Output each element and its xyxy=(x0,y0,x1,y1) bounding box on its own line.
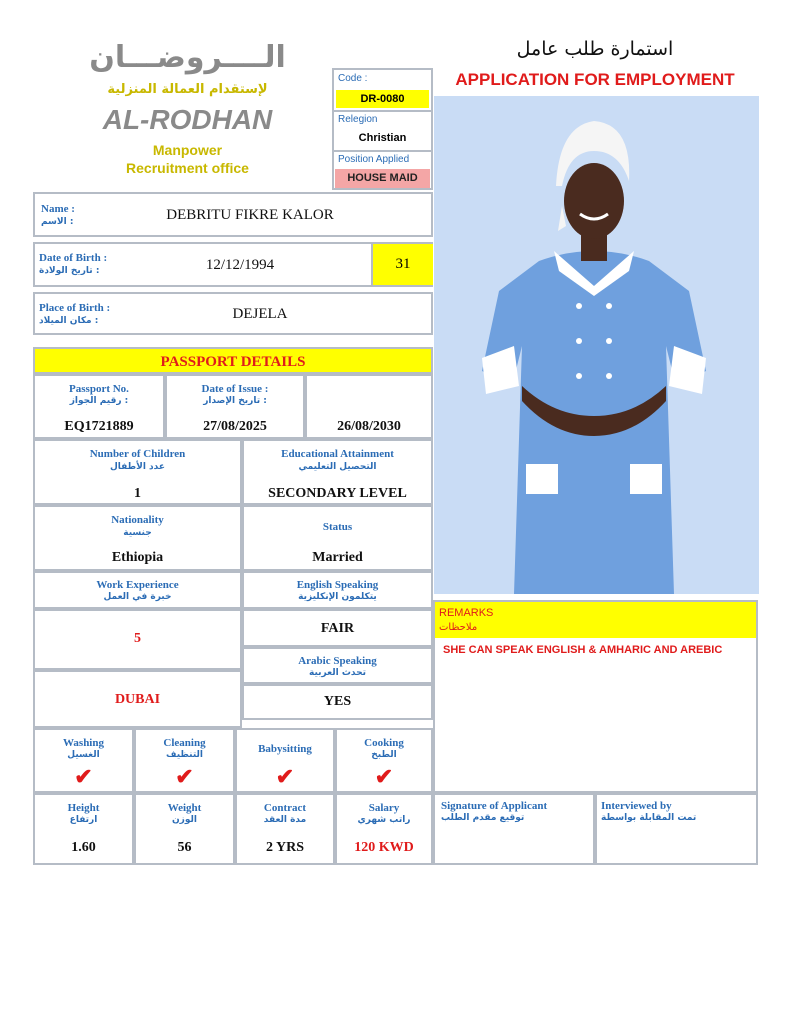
measure-label-en: Weight xyxy=(167,802,202,814)
dob-value: 12/12/1994 xyxy=(205,257,275,273)
name-label-en: Name : xyxy=(41,203,75,215)
pob-label-en: Place of Birth : xyxy=(39,302,111,314)
measure-label-ar: راتب شهري xyxy=(357,815,411,825)
nationality-label-ar: جنسية xyxy=(123,528,152,538)
signature-label-en: Signature of Applicant xyxy=(441,800,548,812)
code-box xyxy=(332,68,433,190)
logo-line2: Recruitment office xyxy=(126,160,249,176)
skill-label-en: Cleaning xyxy=(163,737,206,749)
skill-label-ar: التنظيف xyxy=(166,750,203,760)
passport-title: PASSPORT DETAILS xyxy=(33,347,433,374)
passport-no-cell xyxy=(33,374,165,439)
check-icon: ✔ xyxy=(175,764,194,789)
skill-label-en: Washing xyxy=(63,737,104,749)
children-cell xyxy=(33,439,242,505)
height-value: 1.60 xyxy=(71,840,96,855)
remarks-box xyxy=(433,600,758,793)
name-value: DEBRITU FIKRE KALOR xyxy=(166,207,334,223)
pob-row xyxy=(33,292,433,335)
signature-label-ar: توقيع مقدم الطلب xyxy=(441,813,525,823)
skill-cleaning xyxy=(134,728,235,793)
nationality-cell xyxy=(33,505,242,571)
measure-label-ar: الوزن xyxy=(172,815,197,825)
remarks-label-ar: ملاحظات xyxy=(439,622,478,633)
issue-date-cell xyxy=(165,374,305,439)
applicant-photo xyxy=(434,96,759,594)
dob-row xyxy=(33,242,433,287)
status-value: Married xyxy=(312,550,363,565)
arabic-label-ar: تحدث العربية xyxy=(309,668,366,678)
status-cell xyxy=(242,505,433,571)
education-value: SECONDARY LEVEL xyxy=(268,486,407,501)
remarks-value: SHE CAN SPEAK ENGLISH & AMHARIC AND AREBIC xyxy=(443,644,723,656)
weight-value: 56 xyxy=(177,840,192,855)
nationality-value: Ethiopia xyxy=(111,550,164,565)
arabic-value-cell xyxy=(242,684,433,720)
passport-no-value: EQ1721889 xyxy=(64,419,134,434)
pob-label-ar: مكان الميلاد : xyxy=(39,316,99,326)
education-label-ar: التحصيل التعليمي xyxy=(298,462,377,472)
page-title: APPLICATION FOR EMPLOYMENT xyxy=(455,70,735,89)
english-value: FAIR xyxy=(320,621,355,636)
logo-latin-name: AL-RODHAN xyxy=(102,104,273,135)
passport-no-label-ar: رقيم الجواز : xyxy=(69,396,129,406)
salary-cell xyxy=(335,793,433,865)
skill-label-en: Babysitting xyxy=(258,743,312,755)
children-value: 1 xyxy=(134,486,141,501)
company-logo xyxy=(80,40,295,180)
education-cell xyxy=(242,439,433,505)
measure-label-ar: ارتفاع xyxy=(69,815,98,825)
measure-label-ar: مدة العقد xyxy=(263,815,307,825)
expiry-date-cell xyxy=(305,374,433,439)
work-years-value: 5 xyxy=(134,631,141,646)
english-label-cell xyxy=(242,571,433,609)
name-row xyxy=(33,192,433,237)
english-label-en: English Speaking xyxy=(296,579,379,591)
children-label-ar: عدد الأطفال xyxy=(109,462,166,472)
code-value: DR-0080 xyxy=(336,90,429,108)
check-icon: ✔ xyxy=(74,764,93,789)
nationality-label-en: Nationality xyxy=(111,514,164,526)
english-value-cell xyxy=(242,609,433,647)
expiry-value: 26/08/2030 xyxy=(337,419,401,434)
logo-line1: Manpower xyxy=(152,142,223,158)
issue-value: 27/08/2025 xyxy=(203,419,267,434)
interviewed-label-en: Interviewed by xyxy=(601,800,672,812)
skill-babysitting xyxy=(235,728,335,793)
applicant-figure xyxy=(434,96,759,594)
skill-label-en: Cooking xyxy=(364,737,404,749)
code-label: Code : xyxy=(338,73,368,84)
work-place-value: DUBAI xyxy=(114,692,161,707)
passport-no-label-en: Passport No. xyxy=(69,383,129,395)
contract-value: 2 YRS xyxy=(266,840,304,855)
measure-label-en: Height xyxy=(67,802,100,814)
name-label-ar: الاسم : xyxy=(41,217,74,227)
dob-label-ar: تاريخ الولادة : xyxy=(39,266,100,276)
skill-label-ar: الغسيل xyxy=(67,750,100,760)
remarks-header xyxy=(435,602,756,638)
arabic-title: استمارة طلب عامل xyxy=(516,38,674,60)
arabic-value: YES xyxy=(323,694,352,709)
work-label-en: Work Experience xyxy=(96,579,179,591)
dob-label-en: Date of Birth : xyxy=(39,252,108,264)
religion-value: Christian xyxy=(358,132,407,144)
arabic-label-cell xyxy=(242,647,433,684)
work-label-cell xyxy=(33,571,242,609)
skill-washing xyxy=(33,728,134,793)
status-label-en: Status xyxy=(322,521,353,533)
measure-label-en: Contract xyxy=(263,802,307,814)
work-years-cell xyxy=(33,609,242,670)
interviewed-cell xyxy=(595,793,758,865)
religion-label: Relegion xyxy=(338,114,378,125)
issue-label-en: Date of Issue : xyxy=(201,383,269,395)
weight-cell xyxy=(134,793,235,865)
check-icon: ✔ xyxy=(275,764,295,789)
issue-label-ar: تاريخ الإصدار : xyxy=(203,396,267,406)
check-icon: ✔ xyxy=(374,764,394,789)
work-label-ar: خبرة في العمل xyxy=(103,592,172,602)
contract-cell xyxy=(235,793,335,865)
height-cell xyxy=(33,793,134,865)
pob-value: DEJELA xyxy=(232,306,288,322)
logo-arabic-sub: لإستقدام العمالة المنزلية xyxy=(107,82,268,97)
salary-value: 120 KWD xyxy=(354,840,414,855)
measure-label-en: Salary xyxy=(368,802,400,814)
interviewed-label-ar: تمت المقابلة بواسطة xyxy=(601,813,697,823)
arabic-label-en: Arabic Speaking xyxy=(298,655,377,667)
skill-cooking xyxy=(335,728,433,793)
children-label-en: Number of Children xyxy=(89,448,186,460)
position-value: HOUSE MAID xyxy=(335,169,430,188)
logo-arabic-name: الــــروضـــان xyxy=(89,40,286,75)
signature-cell xyxy=(433,793,595,865)
education-label-en: Educational Attainment xyxy=(281,448,394,460)
english-label-ar: يتكلمون الإنكليزية xyxy=(298,592,377,602)
work-place-cell xyxy=(33,670,242,728)
skill-label-ar: الطبخ xyxy=(371,750,397,760)
age-value: 31 xyxy=(371,244,433,285)
remarks-label-en: REMARKS xyxy=(439,607,494,619)
position-label: Position Applied xyxy=(338,154,410,165)
